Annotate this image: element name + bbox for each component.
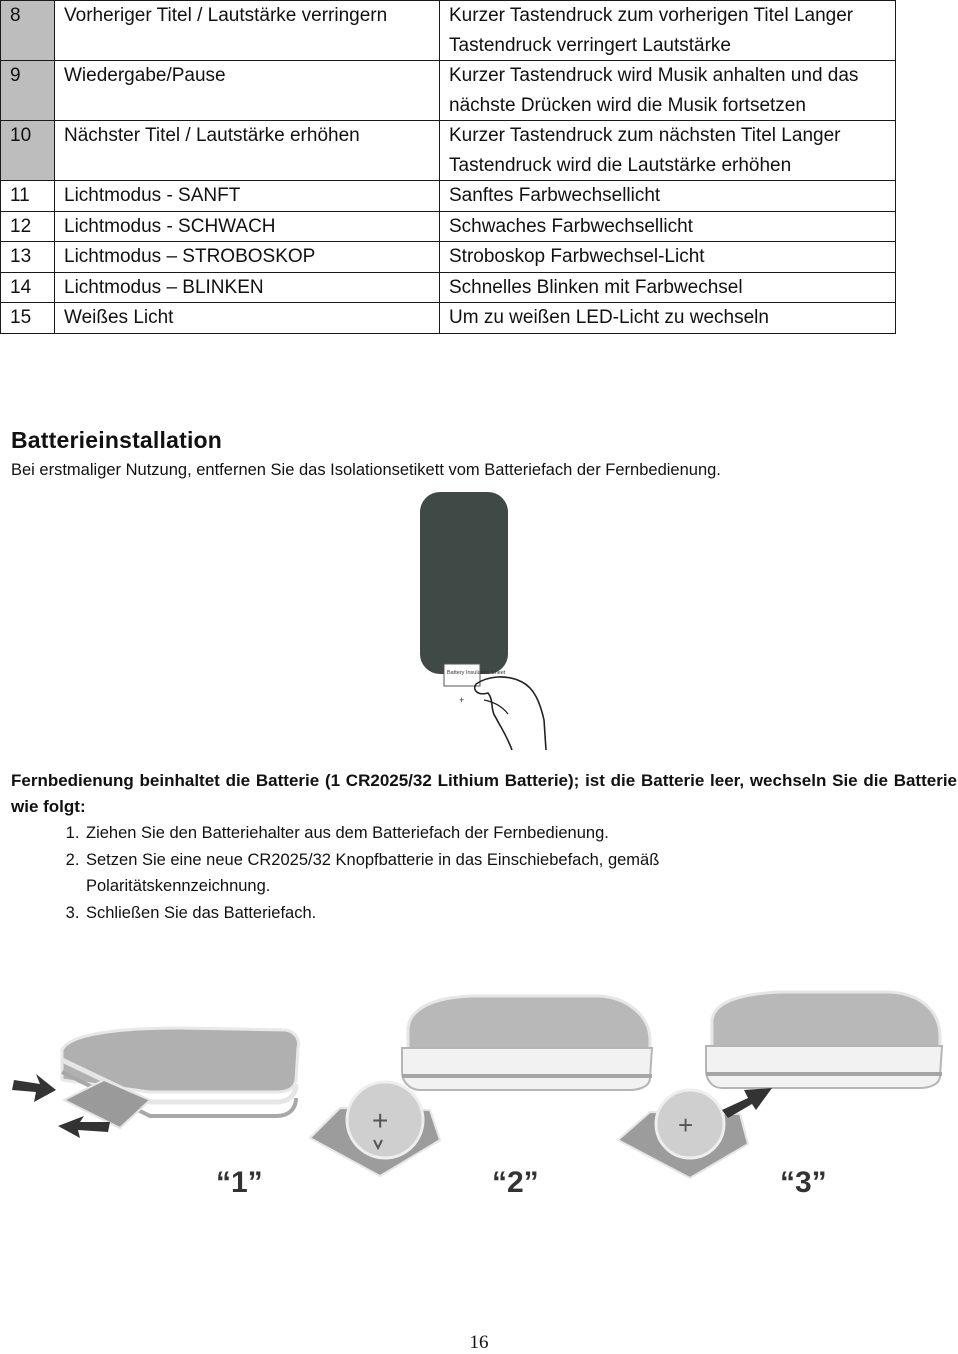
finger-crease — [484, 700, 508, 714]
svg-text:+: + — [372, 1105, 389, 1136]
finger-outline — [475, 684, 512, 750]
insulation-sheet-label: Battery Insulation Sheet — [447, 670, 506, 676]
step-1-label: “1” — [216, 1166, 263, 1199]
table-row — [1, 61, 896, 121]
button-name: Lichtmodus - SANFT — [55, 181, 440, 212]
button-name: Wiedergabe/Pause — [55, 61, 440, 121]
button-description: Kurzer Tastendruck zum vorherigen Titel Langer Tastendruck verringert Lautstärke — [440, 1, 896, 61]
step-3-figure — [618, 992, 942, 1199]
row-number: 12 — [1, 211, 55, 242]
row-number: 8 — [1, 1, 55, 61]
table-row — [1, 1, 896, 61]
table-row — [1, 303, 896, 334]
list-item: 2. Setzen Sie eine neue CR2025/32 Knopfbatterie in das Einschiebefach, gemäß Polaritätskennzeichnung. — [84, 847, 844, 900]
svg-text:+: + — [678, 1110, 694, 1140]
table-row — [1, 242, 896, 273]
step-2-label: “2” — [492, 1166, 539, 1199]
step-1-figure — [12, 1028, 299, 1199]
button-name: Lichtmodus - SCHWACH — [55, 211, 440, 242]
row-number: 15 — [1, 303, 55, 334]
button-description: Stroboskop Farbwechsel-Licht — [440, 242, 896, 273]
button-name: Lichtmodus – BLINKEN — [55, 272, 440, 303]
button-name: Lichtmodus – STROBOSKOP — [55, 242, 440, 273]
row-number: 14 — [1, 272, 55, 303]
page-number: 16 — [469, 1332, 489, 1353]
key-function-table — [0, 0, 896, 334]
plus-sign: + — [459, 695, 465, 705]
step-2-figure — [310, 996, 652, 1199]
table-row — [1, 211, 896, 242]
row-number: 10 — [1, 121, 55, 181]
list-item: 1. Ziehen Sie den Batteriehalter aus dem Batteriefach der Fernbedienung. — [84, 820, 844, 847]
remote-body — [420, 492, 508, 674]
button-name: Vorheriger Titel / Lautstärke verringern — [55, 1, 440, 61]
button-description: Kurzer Tastendruck wird Musik anhalten und das nächste Drücken wird die Musik fortsetzen — [440, 61, 896, 121]
row-number: 9 — [1, 61, 55, 121]
intro-text: Bei erstmaliger Nutzung, entfernen Sie das Isolationsetikett vom Batteriefach der Fernbedienung. — [11, 461, 721, 479]
table-row — [1, 272, 896, 303]
battery-replacement-illustration — [0, 940, 958, 1240]
button-description: Um zu weißen LED-Licht zu wechseln — [440, 303, 896, 334]
remote-insulation-illustration — [406, 488, 556, 753]
row-number: 13 — [1, 242, 55, 273]
row-number: 11 — [1, 181, 55, 212]
button-description: Kurzer Tastendruck zum nächsten Titel Langer Tastendruck wird die Lautstärke erhöhen — [440, 121, 896, 181]
table-row — [1, 121, 896, 181]
hand-outline — [476, 677, 546, 750]
list-item: 3. Schließen Sie das Batteriefach. — [84, 900, 844, 927]
step-3-label: “3” — [780, 1166, 827, 1199]
button-description: Sanftes Farbwechsellicht — [440, 181, 896, 212]
section-heading: Batterieinstallation — [11, 427, 223, 453]
button-description: Schnelles Blinken mit Farbwechsel — [440, 272, 896, 303]
table-row — [1, 181, 896, 212]
button-name: Weißes Licht — [55, 303, 440, 334]
button-name: Nächster Titel / Lautstärke erhöhen — [55, 121, 440, 181]
replacement-steps — [36, 820, 844, 926]
battery-note: Fernbedienung beinhaltet die Batterie (1 CR2025/32 Lithium Batterie); ist die Batterie leer, wechseln Sie die Batterie wie folgt: — [11, 771, 957, 816]
button-description: Schwaches Farbwechsellicht — [440, 211, 896, 242]
